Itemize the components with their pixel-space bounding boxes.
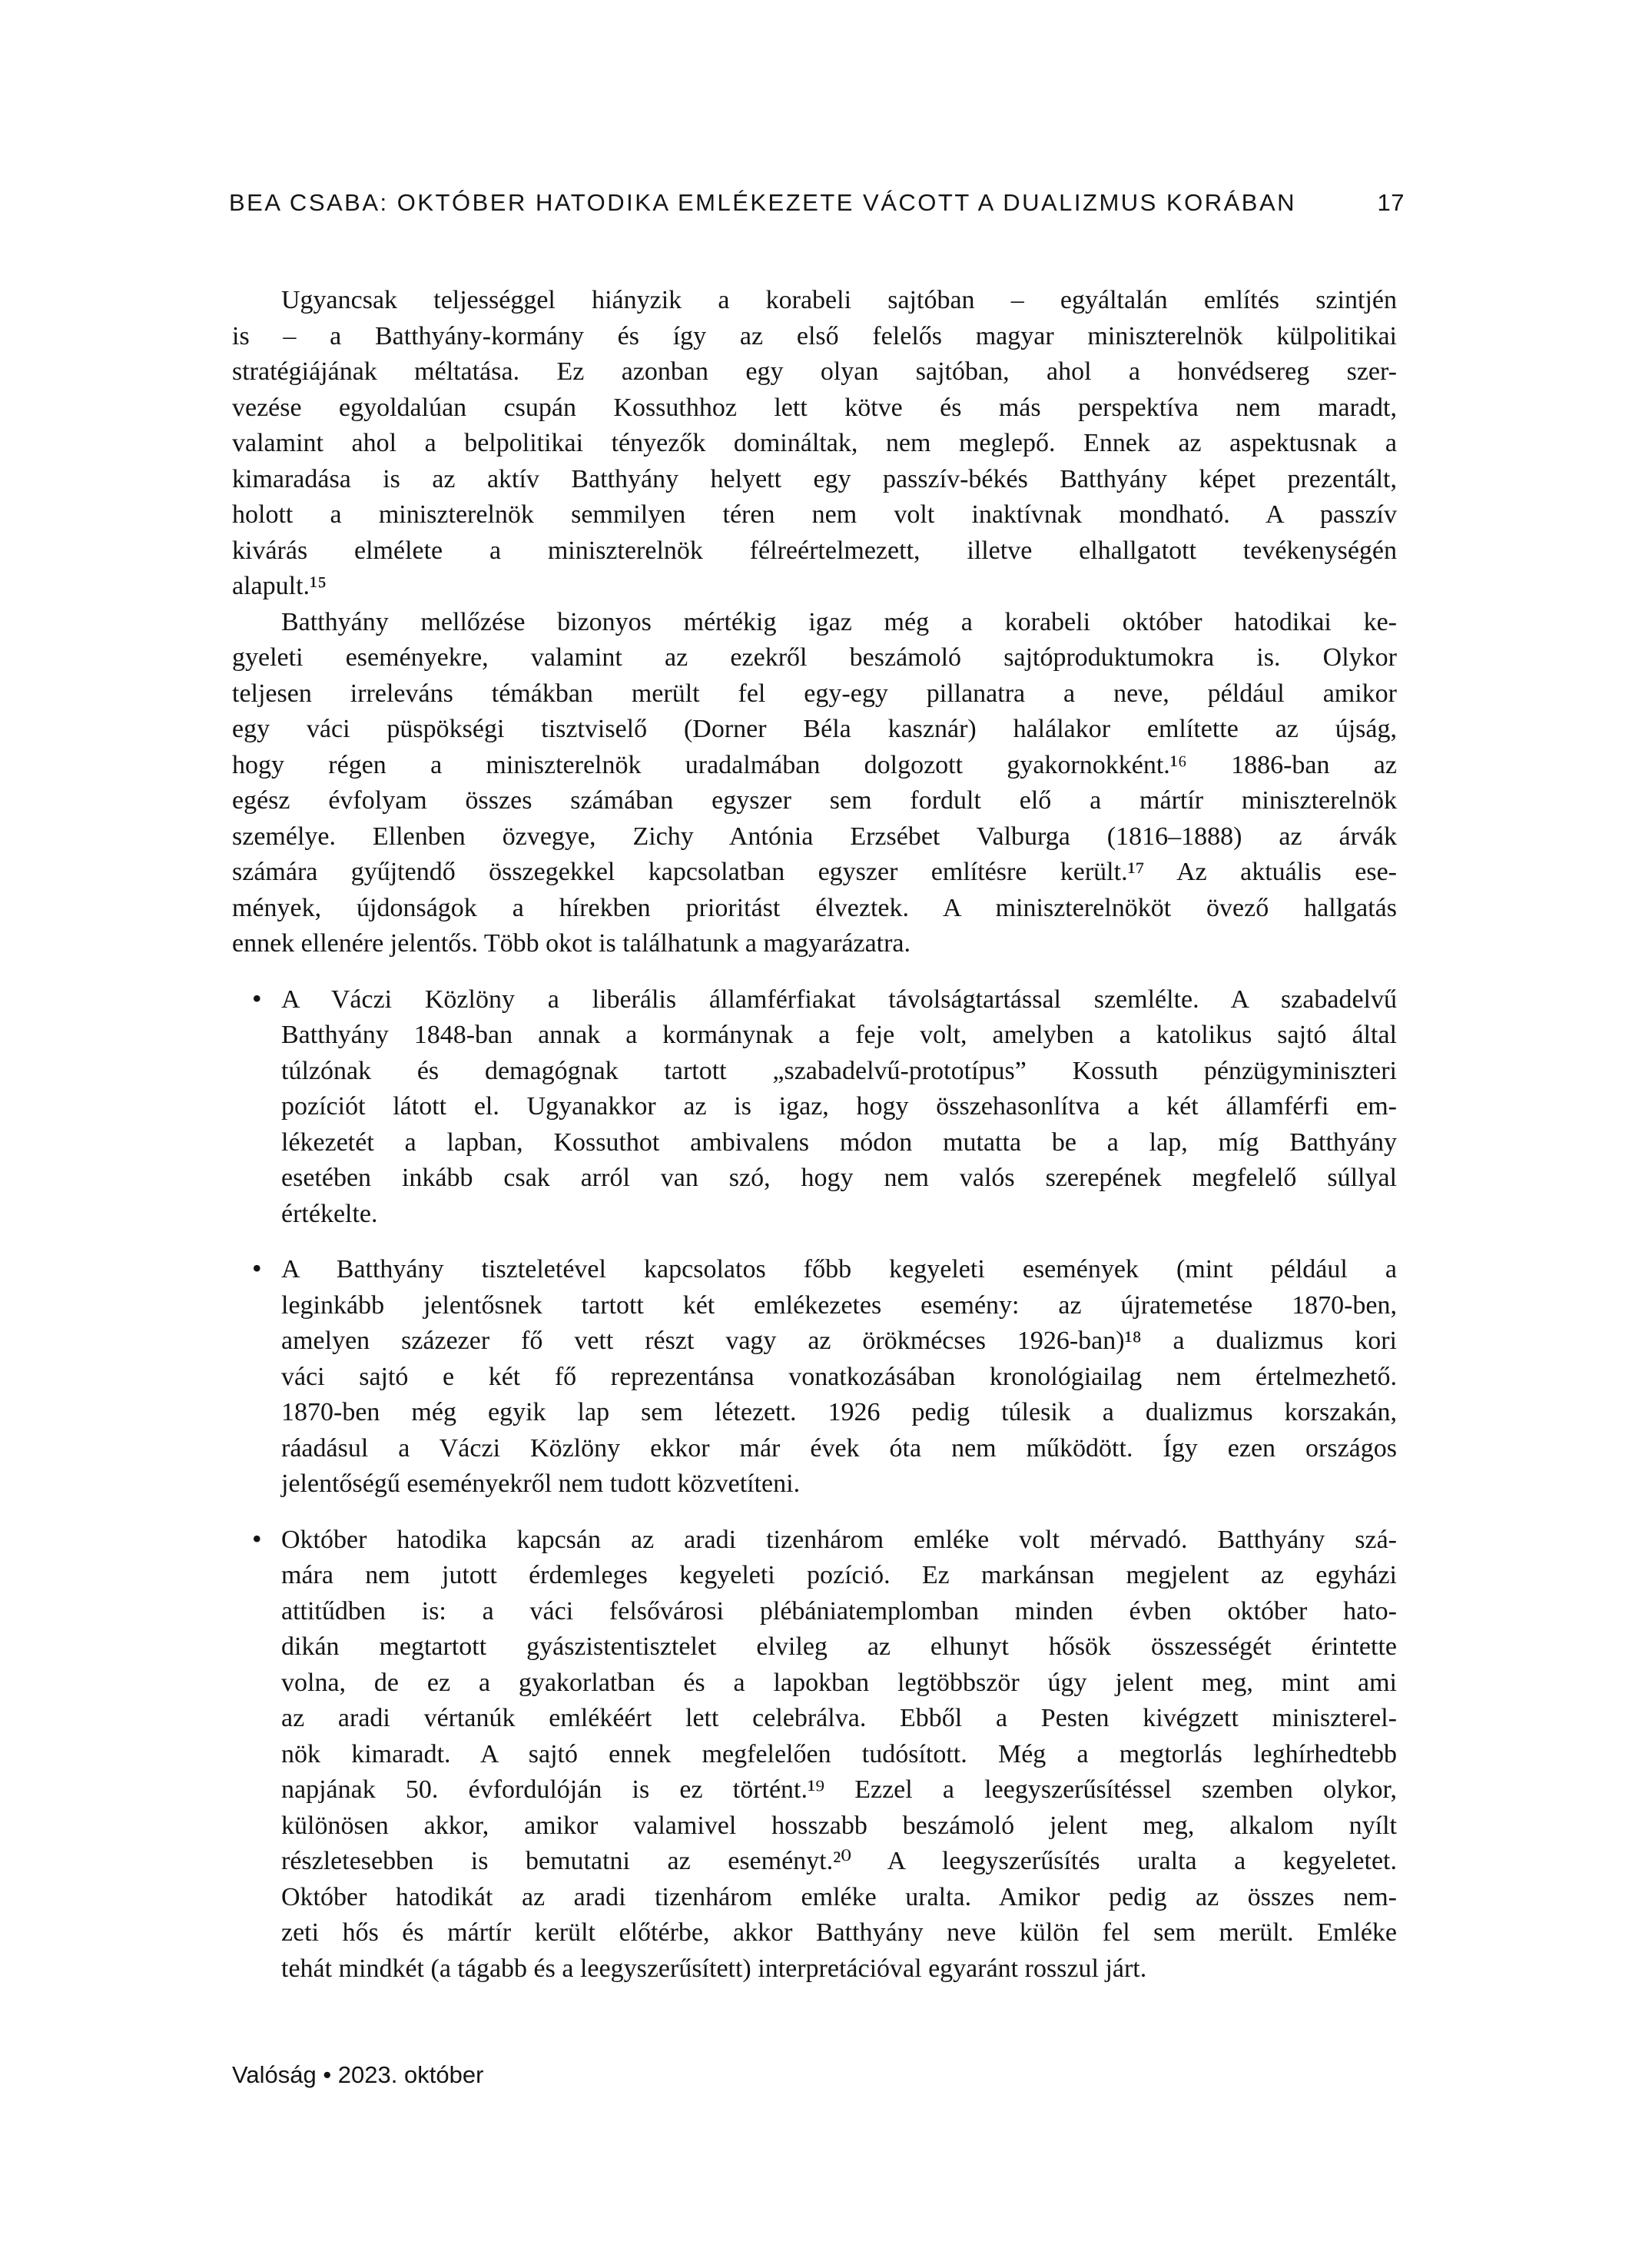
text-line: dikán megtartott gyászistentisztelet elvileg az elhunyt hősök összességét érintette (281, 1632, 1397, 1661)
bullet-text (281, 1523, 1397, 1987)
text-line: kimaradása is az aktív Batthyány helyett egy passzív-békés Batthyány képet prezentált, (232, 464, 1397, 493)
text-line: esetében inkább csak arról van szó, hogy nem valós szerepének megfelelő súllyal (281, 1164, 1397, 1192)
text-line: holott a miniszterelnök semmilyen téren nem volt inaktívnak mondható. A passzív (232, 500, 1397, 529)
text-line: valamint ahol a belpolitikai tényezők domináltak, nem meglepő. Ennek az aspektusnak a (232, 429, 1397, 457)
footer-text: Valóság • 2023. október (232, 2061, 484, 2088)
text-line: Ugyancsak teljességgel hiányzik a korabeli sajtóban – egyáltalán említés szintjén (281, 286, 1397, 314)
text-line: tehát mindkét (a tágabb és a leegyszerűsített) interpretációval egyaránt rosszul járt. (281, 1954, 1147, 1983)
bullet-icon: • (252, 1253, 262, 1283)
text-line: túlzónak és demagógnak tartott „szabadelvű-prototípus” Kossuth pénzügyminiszteri (281, 1056, 1397, 1085)
text-line: nök kimaradt. A sajtó ennek megfelelően tudósított. Még a megtorlás leghírhedtebb (281, 1739, 1397, 1768)
text-line: egész évfolyam összes számában egyszer sem fordult elő a mártír miniszterelnök (232, 786, 1397, 815)
bullet-text (281, 1252, 1397, 1503)
bullet-list-item (232, 1252, 1397, 1503)
bullet-list-item (232, 982, 1397, 1233)
paragraph (232, 605, 1397, 962)
paragraph (232, 283, 1397, 605)
text-line: gyeleti eseményekre, valamint az ezekről beszámoló sajtóproduktumokra is. Olykor (232, 643, 1397, 672)
text-line: Batthyány 1848-ban annak a kormánynak a feje volt, amelyben a katolikus sajtó által (281, 1021, 1397, 1049)
text-line: pozíciót látott el. Ugyanakkor az is igaz, hogy összehasonlítva a két államférfi em- (281, 1092, 1397, 1121)
text-line: Október hatodikát az aradi tizenhárom emléke uralta. Amikor pedig az összes nem- (281, 1882, 1397, 1911)
text-line: vezése egyoldalúan csupán Kossuthhoz lett kötve és más perspektíva nem maradt, (232, 393, 1397, 422)
text-line: A Váczi Közlöny a liberális államférfiakat távolságtartással szemlélte. A szabadelvű (281, 985, 1397, 1014)
text-line: A Batthyány tiszteletével kapcsolatos főbb kegyeleti események (mint például a (281, 1255, 1397, 1283)
text-line: ráadásul a Váczi Közlöny ekkor már évek óta nem működött. Így ezen országos (281, 1433, 1397, 1463)
text-line: számára gyűjtendő összegekkel kapcsolatban egyszer említésre került.¹⁷ Az aktuális ese- (232, 858, 1397, 886)
text-line: mára nem jutott érdemleges kegyeleti pozíció. Ez markánsan megjelent az egyházi (281, 1561, 1397, 1589)
text-line: jelentőségű eseményekről nem tudott közvetíteni. (281, 1469, 801, 1498)
text-line: Batthyány mellőzése bizonyos mértékig igaz még a korabeli október hatodikai ke- (281, 607, 1397, 636)
text-line: amelyen százezer fő vett részt vagy az örökmécses 1926-ban)¹⁸ a dualizmus kori (281, 1327, 1397, 1355)
text-line: személye. Ellenben özvegye, Zichy Antónia Erzsébet Valburga (1816–1888) az árvák (232, 822, 1397, 851)
page-number: 17 (1377, 189, 1405, 216)
bullet-text (281, 982, 1397, 1233)
text-line: Október hatodika kapcsán az aradi tizenhárom emléke volt mérvadó. Batthyány szá- (281, 1525, 1397, 1554)
article-body (232, 283, 1397, 1987)
text-line: részletesebben is bemutatni az eseményt.²⁰ A leegyszerűsítés uralta a kegyeletet. (281, 1847, 1397, 1875)
text-line: alapult.¹⁵ (232, 572, 327, 600)
text-line: is – a Batthyány-kormány és így az első felelős magyar miniszterelnök külpolitikai (232, 321, 1397, 350)
text-line: volna, de ez a gyakorlatban és a lapokban legtöbbször úgy jelent meg, mint ami (281, 1668, 1397, 1697)
running-footer (232, 2061, 483, 2089)
text-line: mények, újdonságok a hírekben prioritást élveztek. A miniszterelnököt övező hallgatás (232, 893, 1397, 922)
text-line: leginkább jelentősnek tartott két emlékezetes esemény: az újratemetése 1870-ben, (281, 1290, 1397, 1320)
text-line: egy váci püspökségi tisztviselő (Dorner Béla kasznár) halálakor említette az újság, (232, 715, 1397, 743)
text-line: kivárás elmélete a miniszterelnök félreértelmezett, illetve elhallgatott tevékenységén (232, 536, 1397, 565)
text-line: értékelte. (281, 1199, 378, 1228)
text-line: az aradi vértanúk emlékéért lett celebrálva. Ebből a Pesten kivégzett miniszterel- (281, 1704, 1397, 1732)
running-header-title: BEA CSABA: OKTÓBER HATODIKA EMLÉKEZETE VÁCOTT A DUALIZMUS KORÁBAN (229, 189, 1297, 216)
text-line: napjának 50. évfordulóján is ez történt.¹⁹ Ezzel a leegyszerűsítéssel szemben olykor, (281, 1775, 1397, 1804)
text-line: váci sajtó e két fő reprezentánsa vonatkozásában kronológiailag nem értelmezhető. (281, 1362, 1397, 1391)
running-header (229, 189, 1405, 217)
bullet-list-item (232, 1523, 1397, 1987)
text-line: attitűdben is: a váci felsővárosi plébániatemplomban minden évben október hato- (281, 1596, 1397, 1625)
bullet-icon: • (252, 982, 262, 1014)
text-line: teljesen irreleváns témákban merült fel egy-egy pillanatra a neve, például amikor (232, 679, 1397, 708)
bullet-icon: • (252, 1523, 262, 1554)
text-line: stratégiájának méltatása. Ez azonban egy olyan sajtóban, ahol a honvédsereg szer- (232, 357, 1397, 386)
text-line: zeti hős és mártír került előtérbe, akkor Batthyány neve külön fel sem merült. Emléke (281, 1918, 1397, 1947)
text-line: lékezetét a lapban, Kossuthot ambivalens módon mutatta be a lap, míg Batthyány (281, 1127, 1397, 1157)
text-line: hogy régen a miniszterelnök uradalmában dolgozott gyakornokként.¹⁶ 1886-ban az (232, 750, 1397, 779)
text-line: 1870-ben még egyik lap sem létezett. 1926 pedig túlesik a dualizmus korszakán, (281, 1398, 1397, 1426)
text-line: ennek ellenére jelentős. Több okot is találhatunk a magyarázatra. (232, 929, 911, 958)
text-line: különösen akkor, amikor valamivel hosszabb beszámoló jelent meg, alkalom nyílt (281, 1811, 1397, 1840)
